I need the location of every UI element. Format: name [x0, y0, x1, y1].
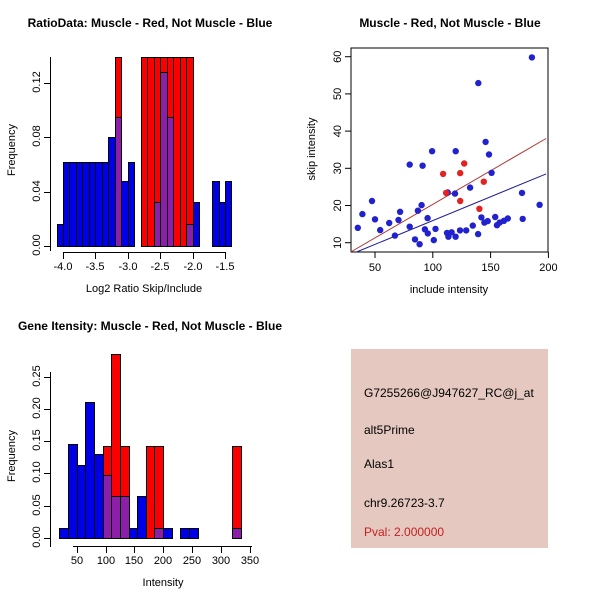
- x-tick: [250, 546, 251, 553]
- ratio-histogram-ylabel: Frequency: [6, 124, 18, 176]
- scatter-point-blue: [492, 214, 498, 220]
- y-tick-label: 0.20: [31, 397, 43, 419]
- x-tick-label: -2.5: [150, 261, 170, 273]
- x-tick-label: -3.0: [118, 261, 138, 273]
- x-tick-label: 200: [153, 555, 173, 567]
- scatter-point-blue: [416, 241, 422, 247]
- scatter-svg: [300, 0, 600, 300]
- y-tick-label: 0.05: [31, 494, 43, 516]
- x-tick-label: 250: [182, 555, 202, 567]
- histogram-bar-blue: [193, 202, 200, 247]
- x-tick-label: -2.0: [183, 261, 203, 273]
- splice-type-text: alt5Prime: [364, 423, 415, 437]
- x-tick-label: 350: [240, 555, 260, 567]
- scatter-point-blue: [452, 190, 458, 196]
- x-tick: [193, 252, 194, 259]
- scatter-point-blue: [407, 161, 413, 167]
- x-tick-label: 150: [124, 555, 144, 567]
- y-tick-label: 60: [331, 50, 344, 63]
- scatter-point-blue: [432, 226, 438, 232]
- ratio-histogram-title: RatioData: Muscle - Red, Not Muscle - Blue: [27, 16, 273, 30]
- x-tick: [95, 252, 96, 259]
- x-tick-label: -1.5: [215, 261, 235, 273]
- x-tick: [134, 546, 135, 553]
- x-tick-label: 50: [368, 262, 382, 274]
- y-tick: [44, 473, 50, 474]
- scatter-point-blue: [425, 230, 431, 236]
- scatter-point-blue: [418, 202, 424, 208]
- x-tick: [106, 546, 107, 553]
- scatter-point-blue: [372, 216, 378, 222]
- scatter-point-red: [457, 170, 463, 176]
- x-tick: [221, 546, 222, 553]
- y-tick: [44, 192, 50, 193]
- y-tick: [44, 137, 50, 138]
- y-tick-label: 0.08: [31, 125, 43, 147]
- scatter-point-blue: [467, 184, 473, 190]
- pval-text: Pval: 2.000000: [364, 525, 445, 539]
- scatter-point-red: [481, 179, 487, 185]
- chromosome-location-text: chr9.26723-3.7: [364, 496, 445, 510]
- x-tick: [160, 252, 161, 259]
- y-tick-label: 0.04: [31, 180, 43, 202]
- scatter-point-blue: [488, 170, 494, 176]
- scatter-point-blue: [475, 80, 481, 86]
- y-tick-label: 50: [331, 87, 344, 101]
- scatter-point-blue: [355, 225, 361, 231]
- not-muscle-fit-line: [357, 174, 547, 252]
- scatter-point-blue: [369, 198, 375, 204]
- y-tick-label: 40: [331, 124, 344, 138]
- y-tick-label: 30: [331, 162, 344, 175]
- x-tick-label: 100: [423, 262, 442, 274]
- scatter-title: Muscle - Red, Not Muscle - Blue: [359, 16, 541, 30]
- scatter-point-red: [457, 198, 463, 204]
- x-tick-label: 100: [96, 555, 116, 567]
- scatter-point-blue: [407, 224, 413, 230]
- y-tick: [44, 83, 50, 84]
- x-tick: [128, 252, 129, 259]
- scatter-point-red: [440, 171, 446, 177]
- y-tick: [44, 506, 50, 507]
- scatter-point-blue: [519, 190, 525, 196]
- y-tick: [44, 409, 50, 410]
- gene-histogram-ylabel: Frequency: [6, 430, 18, 482]
- gene-name-text: Alas1: [364, 457, 395, 471]
- scatter-point-blue: [445, 234, 451, 240]
- y-tick-label: 0.12: [31, 71, 43, 93]
- plot-box: [351, 48, 548, 252]
- x-tick-label: 300: [211, 555, 231, 567]
- x-tick: [163, 546, 164, 553]
- histogram-bar-blue: [189, 528, 199, 539]
- scatter-point-blue: [386, 220, 392, 226]
- scatter-point-blue: [453, 148, 459, 154]
- y-axis-line: [50, 57, 51, 251]
- scatter-point-blue: [536, 202, 542, 208]
- scatter-point-blue: [412, 236, 418, 242]
- scatter-point-red: [476, 206, 482, 212]
- x-tick-label: -3.5: [85, 261, 105, 273]
- x-tick: [225, 252, 226, 259]
- scatter-xlabel: include intensity: [409, 284, 489, 296]
- y-tick-label: 0.25: [31, 365, 43, 387]
- histogram-bar-blue: [128, 162, 135, 247]
- scatter-point-blue: [359, 211, 365, 217]
- y-tick-label: 0.00: [31, 526, 43, 548]
- x-tick: [77, 546, 78, 553]
- histogram-bar-blue: [163, 528, 173, 539]
- scatter-point-blue: [415, 208, 421, 214]
- y-tick-label: 0.00: [31, 234, 43, 256]
- scatter-point-blue: [520, 216, 526, 222]
- scatter-point-blue: [431, 237, 437, 243]
- y-tick-label: 0.15: [31, 429, 43, 451]
- x-tick-label: 50: [70, 555, 84, 567]
- scatter-point-blue: [470, 222, 476, 228]
- scatter-point-blue: [397, 209, 403, 215]
- x-tick-label: 200: [539, 262, 558, 274]
- histogram-bar-blue: [225, 181, 232, 247]
- scatter-plot: [300, 0, 600, 300]
- gene-histogram-title: Gene Itensity: Muscle - Red, Not Muscle - Blue: [17, 319, 283, 333]
- scatter-point-blue: [419, 163, 425, 169]
- gene-histogram-xlabel: Intensity: [142, 577, 184, 589]
- x-tick-label: 150: [481, 262, 500, 274]
- scatter-point-blue: [392, 232, 398, 238]
- scatter-point-blue: [377, 227, 383, 233]
- histogram-bar-red: [232, 446, 242, 539]
- histogram-bar-overlap: [232, 528, 242, 539]
- x-tick-label: -4.0: [53, 261, 73, 273]
- scatter-ylabel: skip intensity: [306, 117, 318, 181]
- scatter-point-blue: [482, 139, 488, 145]
- histogram-bar-red: [154, 446, 164, 539]
- scatter-point-blue: [463, 227, 469, 233]
- scatter-point-blue: [457, 227, 463, 233]
- gene-info-panel: [351, 349, 548, 548]
- y-tick: [44, 538, 50, 539]
- x-tick: [192, 546, 193, 553]
- scatter-point-red: [461, 160, 467, 166]
- scatter-point-blue: [475, 231, 481, 237]
- y-axis-line: [50, 372, 51, 547]
- scatter-point-blue: [424, 215, 430, 221]
- scatter-point-blue: [529, 54, 535, 60]
- scatter-point-red: [443, 190, 449, 196]
- scatter-point-blue: [494, 222, 500, 228]
- scatter-point-blue: [485, 218, 491, 224]
- scatter-point-blue: [505, 215, 511, 221]
- scatter-point-blue: [429, 148, 435, 154]
- x-tick: [63, 252, 64, 259]
- scatter-point-blue: [395, 217, 401, 223]
- y-tick-label: 10: [331, 236, 344, 249]
- y-tick: [44, 246, 50, 247]
- ratio-histogram-xlabel: Log2 Ratio Skip/Include: [85, 283, 203, 295]
- y-tick-label: 20: [331, 199, 344, 212]
- y-tick: [44, 441, 50, 442]
- y-tick: [44, 377, 50, 378]
- scatter-point-blue: [452, 234, 458, 240]
- scatter-point-blue: [486, 151, 492, 157]
- probe-id-text: G7255266@J947627_RC@j_at: [364, 386, 534, 400]
- x-axis-line: [63, 252, 226, 253]
- y-tick-label: 0.10: [31, 461, 43, 483]
